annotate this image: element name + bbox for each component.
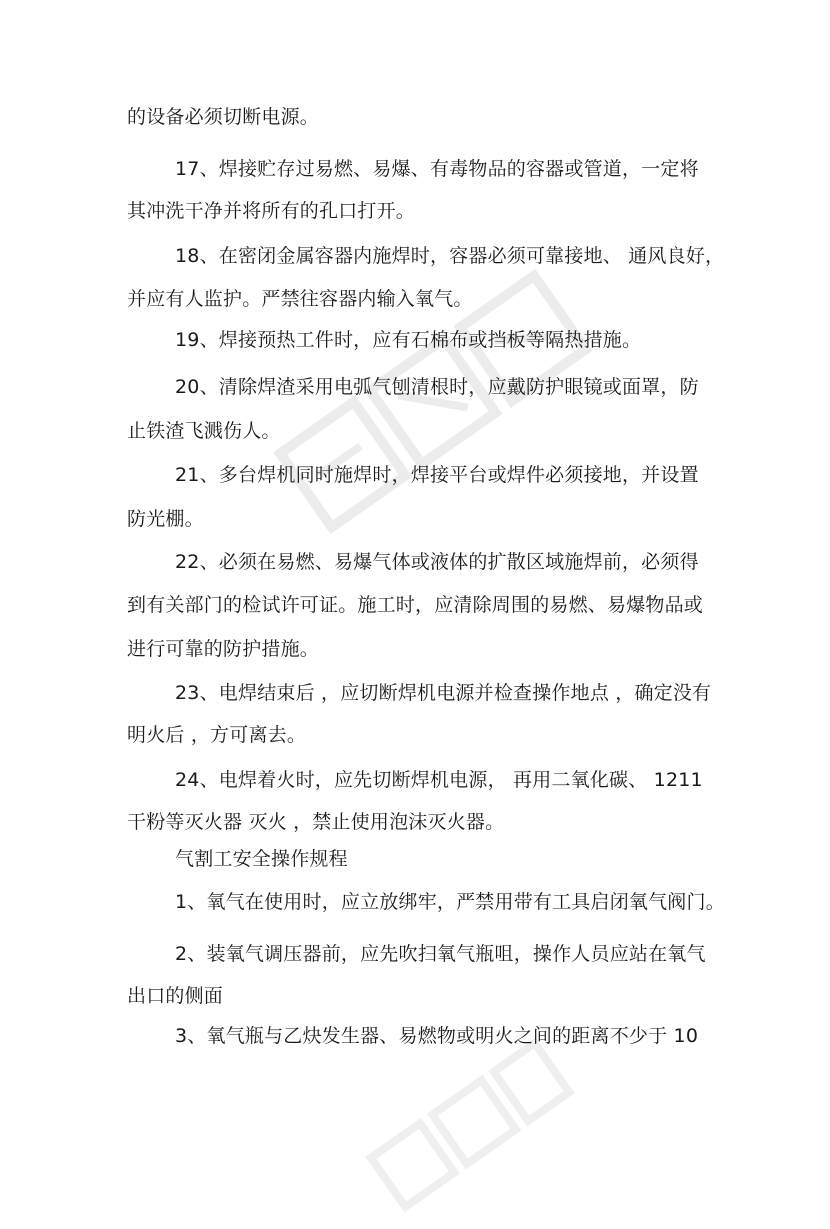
text-line: 20、清除焊渣采用电弧气刨清根时，应戴防护眼镜或面罩，防 xyxy=(175,376,699,398)
text-line: 防光棚。 xyxy=(127,508,204,530)
text-line: 17、焊接贮存过易燃、易爆、有毒物品的容器或管道，一定将 xyxy=(175,158,699,180)
text-line: 进行可靠的防护措施。 xyxy=(127,638,320,660)
text-line: 1、氧气在使用时，应立放绑牢，严禁用带有工具启闭氧气阀门。 xyxy=(175,891,725,913)
text-line: 明火后 ，方可离去。 xyxy=(127,724,307,746)
text-line: 2、装氧气调压器前，应先吹扫氧气瓶咀，操作人员应站在氧气 xyxy=(175,943,706,965)
text-line: 18、在密闭金属容器内施焊时，容器必须可靠接地、 通风良好， xyxy=(175,245,725,267)
text-line: 到有关部门的检试许可证。施工时，应清除周围的易燃、易爆物品或 xyxy=(127,594,704,616)
text-line: 3、氧气瓶与乙炔发生器、易燃物或明火之间的距离不少于 10 xyxy=(175,1025,699,1047)
text-line: 干粉等灭火器 灭火 ，禁止使用泡沫灭火器。 xyxy=(127,811,505,833)
text-line: 出口的侧面 xyxy=(127,985,224,1007)
text-line: 22、必须在易燃、易爆气体或液体的扩散区域施焊前，必须得 xyxy=(175,551,699,573)
text-line: 24、电焊着火时，应先切断焊机电源， 再用二氧化碳、 1211 xyxy=(175,769,703,791)
text-line: 止铁渣飞溅伤人。 xyxy=(127,420,281,442)
text-line: 的设备必须切断电源。 xyxy=(127,106,320,128)
section-heading: 气割工安全操作规程 xyxy=(175,848,348,870)
text-line: 19、焊接预热工件时，应有石棉布或挡板等隔热措施。 xyxy=(175,329,642,351)
text-line: 21、多台焊机同时施焊时，焊接平台或焊件必须接地，并设置 xyxy=(175,464,699,486)
text-line: 其冲洗干净并将所有的孔口打开。 xyxy=(127,200,416,222)
watermark-graphic-bottom xyxy=(351,1021,589,1229)
text-line: 并应有人监护。严禁往容器内输入氧气。 xyxy=(127,288,473,310)
text-line: 23、电焊结束后 ，应切断焊机电源并检查操作地点 ，确定没有 xyxy=(175,682,712,704)
